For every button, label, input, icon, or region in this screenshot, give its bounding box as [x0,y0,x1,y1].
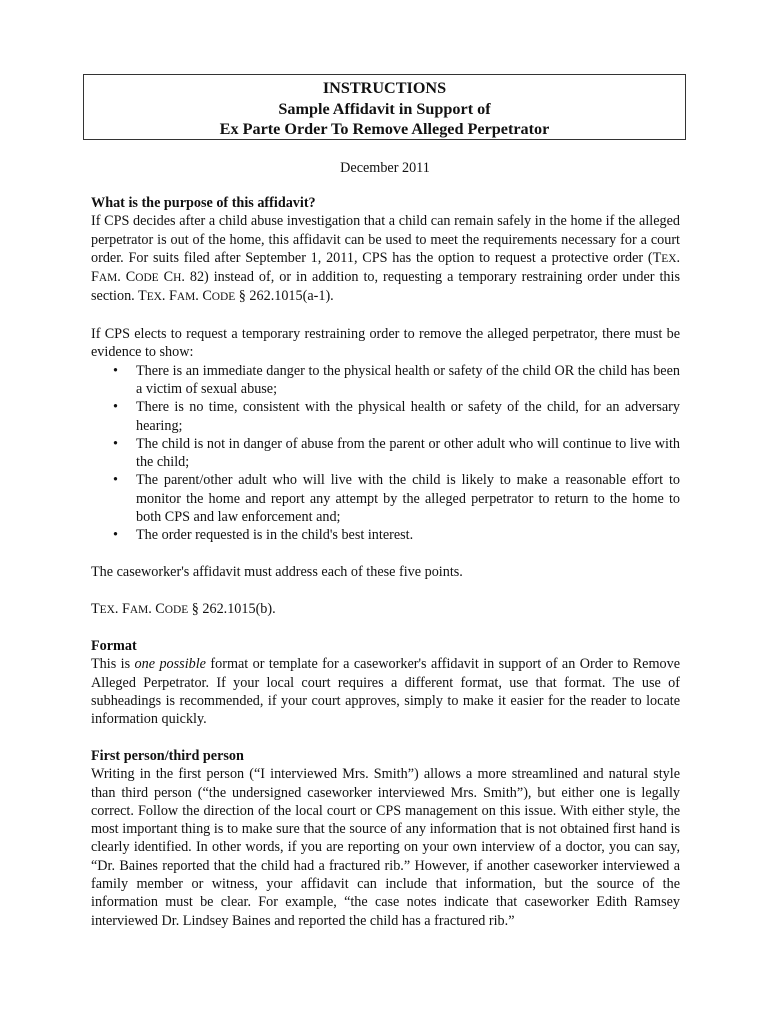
citation-letter: . C [195,288,212,305]
document-date: December 2011 [340,160,430,176]
purpose-heading: What is the purpose of this affidavit? [91,195,316,211]
list-item [91,398,680,435]
format-paragraph [91,655,680,728]
title-line-1: INSTRUCTIONS [322,79,447,97]
person-heading: First person/third person [91,747,244,764]
person-paragraph: Writing in the first person (“I interviewed Mrs. Smith”) allows a more streamlined and natural style than third person (“the undersigned caseworker interviewed Mrs. Smith”), but either one is legally correct. Follow the direction of the local court or CPS management on this issue. With either style, the most important thing is to make sure that the source of any information that is not obtained first hand is clearly identified. In other words, if you are reporting on your own interview of a doctor, you can say, “Dr. Baines reported that the child had a fractured rib.” However, if another caseworker interviewed a family member or witness, your affidavit can include that information, but the source of the information must be clear. For example, “the case notes indicate that caseworker Edith Ramsey interviewed Dr. Lindsey Baines and reported the child has a fractured rib.” [91,766,680,929]
bullet-icon: • [113,435,118,452]
citation-letter: T [138,288,147,305]
citation-smallcaps: ODE [135,272,159,285]
citation-smallcaps: ODE [211,291,236,304]
citation-letter: . F [114,600,130,617]
list-item [91,435,680,472]
citation-smallcaps: EX [661,252,677,265]
citation-letter: . C [148,600,165,617]
title-line-3: Ex Parte Order To Remove Alleged Perpetrator [219,120,550,138]
list-item-text: The parent/other adult who will live with the child is likely to make a reasonable effort to monitor the home and report any attempt by the alleged perpetrator to return to the home to both CPS and law enforcement and; [136,472,680,526]
citation-smallcaps: AM [98,272,118,285]
format-heading: Format [91,638,137,655]
citation-end: § 262.1015(a-1). [235,288,334,305]
evidence-intro: If CPS elects to request a temporary restraining order to remove the alleged perpetrator, there must be evidence to show: [91,326,680,361]
format-emphasis: one possible [134,656,206,673]
citation-letter: C [158,269,174,286]
citation-end: § 262.1015(b). [188,600,276,617]
list-item-text: The child is not in danger of abuse from the parent or other adult who will continue to live with the child; [136,435,680,471]
purpose-text: If CPS decides after a child abuse investigation that a child can remain safely in the home if the alleged perpetrator is out of the home, this affidavit can be used to meet the requirements necessary for a court order. For suits filed after September 1, 2011, CPS has the option to request a protective order ( [91,213,680,266]
citation-letter: T [91,600,100,617]
evidence-list [91,362,680,545]
purpose-text-continued: . 82) instead of, or in addition to, requesting a temporary restraining order under this section. [91,269,680,305]
evidence-summary: The caseworker's affidavit must address each of these five points. [91,563,463,580]
bullet-icon: • [113,527,118,544]
list-item-text: There is no time, consistent with the physical health or safety of the child, for an adversary hearing; [136,399,680,434]
citation-letter: . F [91,249,680,286]
purpose-paragraph [91,212,680,306]
statute-citation [91,600,680,619]
title-line-2: Sample Affidavit in Support of [278,99,491,118]
citation-smallcaps: AM [176,291,196,304]
document-body [91,194,680,930]
list-item-text: There is an immediate danger to the physical health or safety of the child OR the child has been a victim of sexual abuse; [136,362,680,397]
bullet-icon: • [113,399,118,416]
title-box [83,74,686,140]
citation-smallcaps: EX [146,291,162,304]
citation-smallcaps: H [173,272,182,285]
citation-smallcaps: EX [99,603,115,616]
format-text: This is [91,656,135,673]
bullet-icon: • [113,472,118,489]
list-item [91,471,680,526]
citation-letter: . F [161,288,177,305]
list-item-text: The order requested is in the child's best interest. [136,527,414,544]
citation-smallcaps: AM [129,603,149,616]
bullet-icon: • [113,362,118,379]
citation-letter: T [652,249,662,266]
format-text-continued: format or template for a caseworker's affidavit in support of an Order to Remove Alleged Perpetrator. If your local court requires a different format, use that format. The use of subheadings is recommended, if your court approves, simply to make it easier for the reader to locate information quickly. [91,656,680,728]
list-item [91,362,680,399]
list-item [91,526,680,544]
citation-letter: . C [117,269,136,286]
citation-smallcaps: ODE [164,603,189,616]
